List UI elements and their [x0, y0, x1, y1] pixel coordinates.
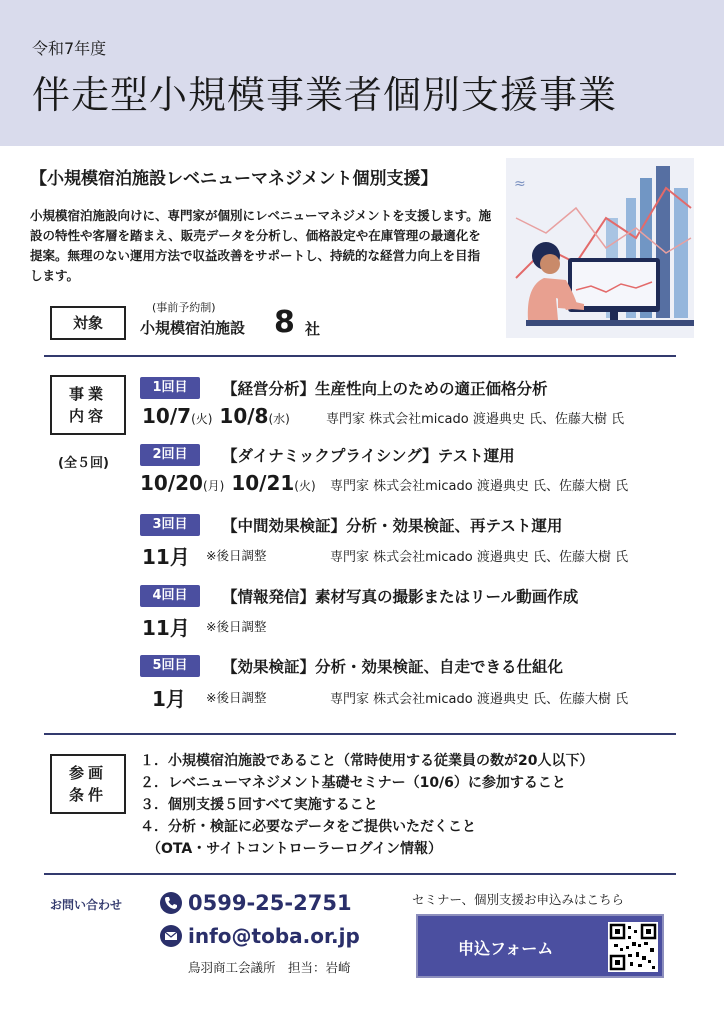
divider	[44, 355, 676, 357]
condition-item: （OTA・サイトコントローラーログイン情報）	[140, 841, 442, 857]
divider	[44, 873, 676, 875]
email-address[interactable]: info@toba.or.jp	[188, 924, 360, 948]
session-title: 【効果検証】分析・効果検証、自走できる仕組化	[222, 658, 564, 676]
session-note: ※後日調整	[206, 619, 267, 634]
target-unit: 社	[305, 320, 321, 338]
reservation-note: (事前予約制)	[152, 301, 216, 314]
session-title: 【中間効果検証】分析・効果検証、再テスト運用	[222, 517, 563, 535]
fiscal-year: 令和7年度	[32, 39, 107, 58]
session-date	[142, 404, 290, 428]
session-day-2: (水)	[268, 412, 290, 426]
target-count: 8	[274, 305, 295, 340]
email-contact[interactable]	[160, 924, 360, 948]
content-label	[50, 375, 126, 435]
session-note: ※後日調整	[206, 548, 267, 563]
session-badge: 4回目	[140, 585, 200, 607]
session-expert: 専門家 株式会社micado 渡邉典史 氏、佐藤大樹 氏	[330, 479, 629, 494]
phone-contact[interactable]	[160, 891, 352, 915]
divider	[44, 733, 676, 735]
page-title: 伴走型小規模事業者個別支援事業	[32, 73, 618, 117]
session-expert: 専門家 株式会社micado 渡邉典史 氏、佐藤大樹 氏	[330, 550, 629, 565]
target-label: 対象	[50, 306, 126, 340]
condition-item: １．小規模宿泊施設であること（常時使用する従業員の数が20人以下）	[140, 753, 594, 769]
session-day-2: (火)	[294, 479, 316, 493]
condition-item: ３．個別支援５回すべて実施すること	[140, 797, 378, 813]
session-month: 1月	[152, 687, 186, 711]
organization: 鳥羽商工会議所 担当：岩崎	[188, 960, 351, 975]
condition-item: ４．分析・検証に必要なデータをご提供いただくこと	[140, 819, 476, 835]
session-expert: 専門家 株式会社micado 渡邉典史 氏、佐藤大樹 氏	[330, 692, 629, 707]
session-day-1: (月)	[202, 479, 225, 493]
session-badge: 2回目	[140, 444, 200, 466]
session-date-1: 10/20	[140, 471, 203, 495]
program-intro: 小規模宿泊施設向けに、専門家が個別にレベニューマネジメントを支援します。施設の特性や客層を踏まえ、販売データを分析し、価格設定や在庫管理の最適化を提案。無理のない運用方法で収益改善をサポートし、持続的な経営力向上を目指します。	[30, 208, 492, 283]
session-badge: 1回目	[140, 377, 200, 399]
session-date-2: 10/8	[219, 404, 269, 428]
condition-item: ２．レベニューマネジメント基礎セミナー（10/6）に参加すること	[140, 775, 566, 791]
apply-note: セミナー、個別支援お申込みはこちら	[412, 892, 625, 907]
apply-form-box[interactable]	[416, 914, 664, 978]
content-label-line2: 内容	[68, 407, 107, 425]
session-month: 11月	[142, 616, 190, 640]
session-day-1: (火)	[191, 412, 213, 426]
contact-label: お問い合わせ	[50, 898, 123, 912]
conditions-label-line2: 条件	[68, 786, 107, 804]
session-date-1: 10/7	[142, 404, 192, 428]
conditions-list	[140, 750, 593, 860]
session-month: 11月	[142, 545, 190, 569]
session-badge: 3回目	[140, 514, 200, 536]
target-facility: 小規模宿泊施設	[140, 319, 246, 337]
mail-icon	[160, 925, 182, 947]
content-label-line1: 事業	[68, 385, 107, 403]
session-expert: 専門家 株式会社micado 渡邉典史 氏、佐藤大樹 氏	[326, 412, 625, 427]
phone-number[interactable]: 0599-25-2751	[188, 891, 352, 915]
conditions-label-line1: 参画	[68, 764, 107, 782]
session-badge: 5回目	[140, 655, 200, 677]
session-title: 【ダイナミックプライシング】テスト運用	[222, 447, 515, 465]
session-date	[140, 471, 316, 495]
program-subtitle: 【小規模宿泊施設レベニューマネジメント個別支援】	[30, 169, 438, 189]
session-title: 【経営分析】生産性向上のための適正価格分析	[222, 380, 548, 398]
qr-code-icon[interactable]	[608, 922, 658, 972]
conditions-label	[50, 754, 126, 814]
header-band	[0, 0, 724, 146]
svg-text:≈: ≈	[514, 176, 526, 192]
apply-form-button[interactable]: 申込フォーム	[458, 939, 554, 958]
phone-icon	[160, 892, 182, 914]
total-sessions: (全５回)	[58, 456, 109, 471]
session-note: ※後日調整	[206, 690, 267, 705]
analyst-illustration	[506, 158, 694, 338]
session-date-2: 10/21	[231, 471, 295, 495]
session-title: 【情報発信】素材写真の撮影またはリール動画作成	[222, 588, 579, 606]
